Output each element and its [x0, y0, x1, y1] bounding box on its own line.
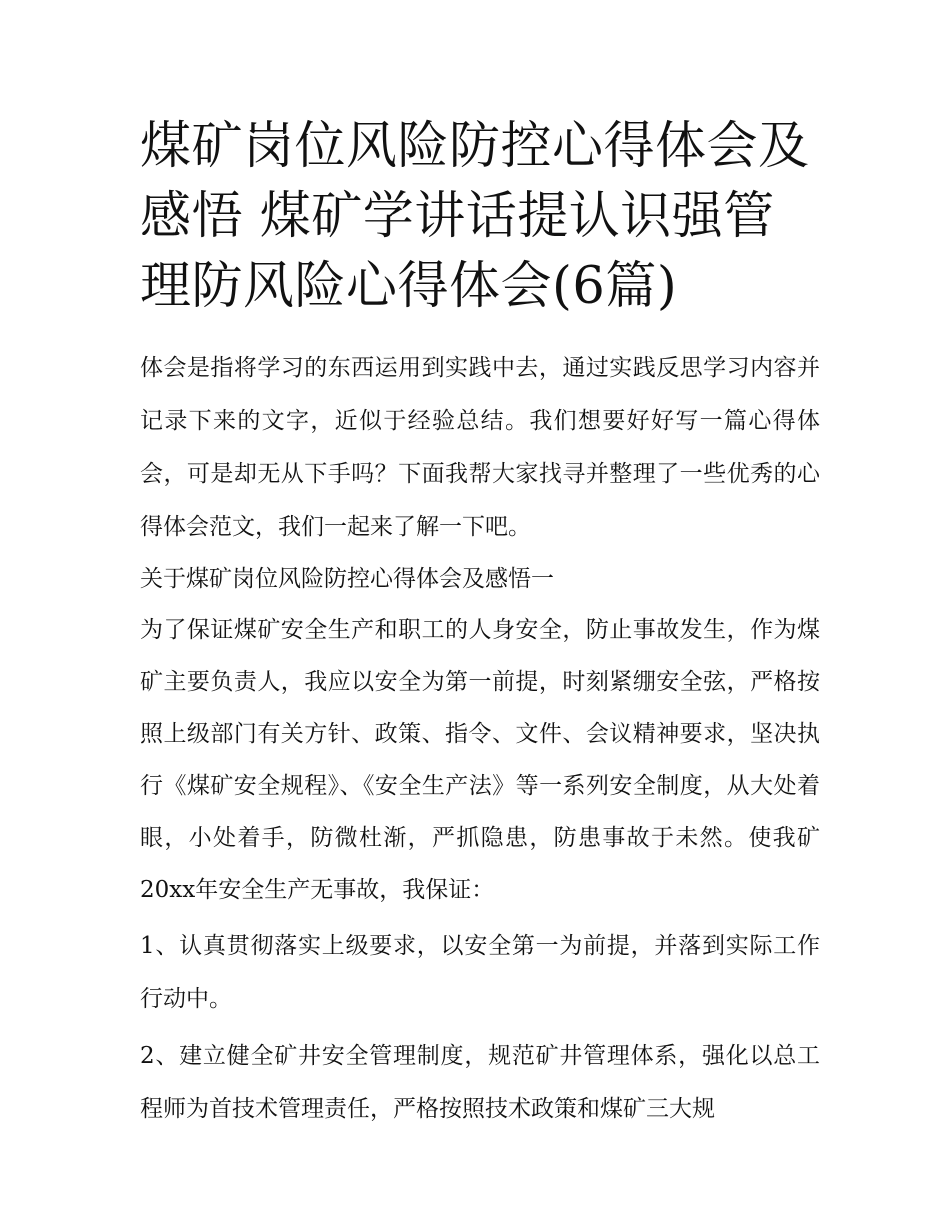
list-item-2: 2、建立健全矿井安全管理制度，规范矿井管理体系，强化以总工程师为首技术管理责任，严格按照技术政策和煤矿三大规 — [140, 1043, 820, 1122]
document-page — [140, 112, 820, 1136]
intro-paragraph: 体会是指将学习的东西运用到实践中去，通过实践反思学习内容并记录下来的文字，近似于经验总结。我们想要好好写一篇心得体会，可是却无从下手吗？下面我帮大家找寻并整理了一些优秀的心得体会范文，我们一起来了解一下吧。 — [140, 355, 820, 540]
section-heading: 关于煤矿岗位风险防控心得体会及感悟一 — [140, 566, 554, 592]
document-title: 煤矿岗位风险防控心得体会及感悟 煤矿学讲话提认识强管理防风险心得体会(6篇) — [140, 117, 810, 316]
body-paragraph: 为了保证煤矿安全生产和职工的人身安全，防止事故发生，作为煤矿主要负责人，我应以安全为第一前提，时刻紧绷安全弦，严格按照上级部门有关方针、政策、指令、文件、会议精神要求，坚决执行《煤矿安全规程》、《安全生产法》等一系列安全制度，从大处着眼，小处着手，防微杜渐，严抓隐患，防患事故于未然。使我矿20xx年安全生产无事故，我保证： — [140, 617, 820, 903]
list-item-1: 1、认真贯彻落实上级要求，以安全第一为前提，并落到实际工作行动中。 — [140, 933, 820, 1012]
